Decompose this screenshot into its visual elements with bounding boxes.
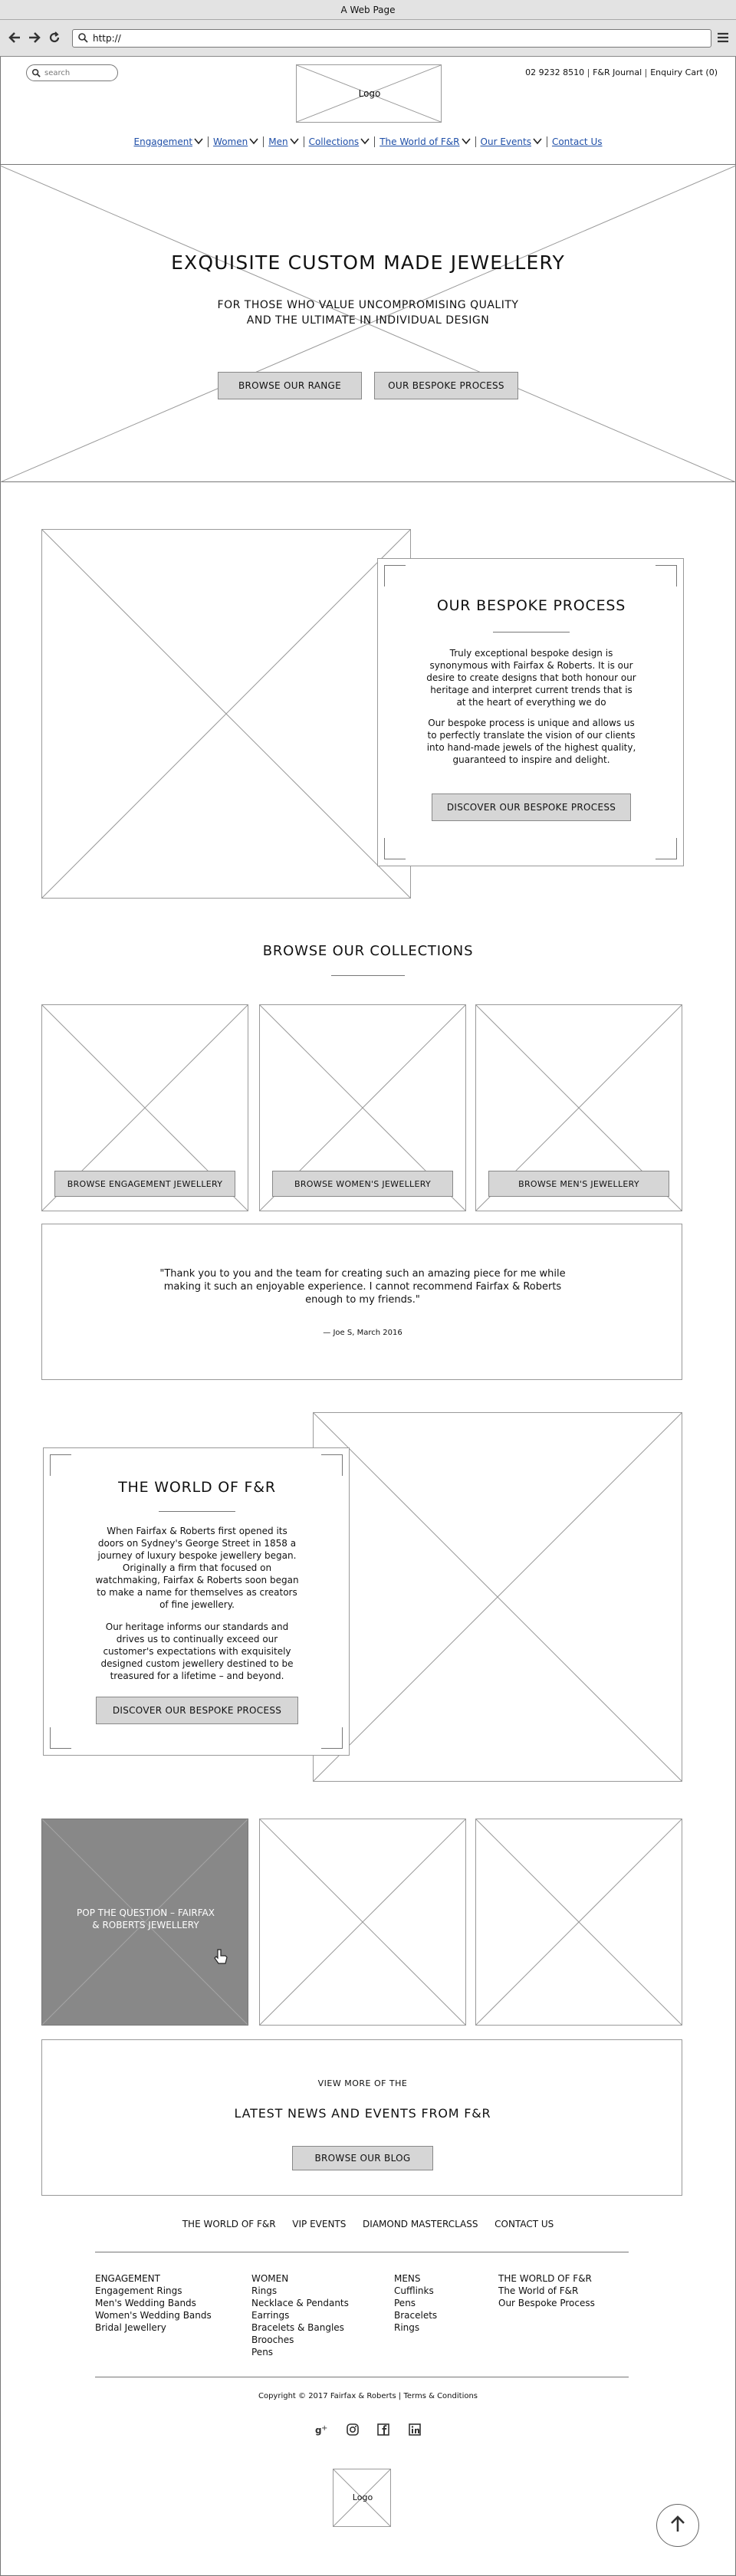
chevron-down-icon (533, 136, 542, 147)
world-title-rule (159, 1511, 235, 1512)
testimonial-author: — Joe S, March 2016 (323, 1329, 402, 1337)
bespoke-paragraph-2: Our bespoke process is unique and allows us to perfectly translate the vision of our clients into hand-made jewels of the highest quality, guaranteed to inspire and delight. (426, 718, 636, 765)
footer-link[interactable]: Rings (394, 2322, 420, 2333)
footer-link-masterclass[interactable]: DIAMOND MASTERCLASS (363, 2219, 478, 2229)
hero-banner (0, 166, 736, 482)
google-plus-icon[interactable] (314, 2423, 328, 2438)
footer-link-world[interactable]: THE WORLD OF F&R (182, 2219, 276, 2229)
footer-heading: ENGAGEMENT (95, 2273, 160, 2284)
search-icon (31, 66, 41, 80)
svg-text:+: + (321, 2424, 328, 2433)
menu-icon[interactable] (716, 31, 730, 48)
footer-link[interactable]: Rings (251, 2285, 278, 2296)
hero-subtitle-line2: AND THE ULTIMATE IN INDIVIDUAL DESIGN (246, 314, 490, 327)
blog-box (41, 2039, 682, 2196)
collections-title-rule (331, 975, 405, 976)
address-bar-url: http:// (93, 33, 121, 44)
footer-link[interactable]: Brooches (251, 2334, 294, 2345)
collections-title: BROWSE OUR COLLECTIONS (262, 943, 474, 959)
forward-arrow-icon[interactable] (28, 31, 41, 48)
footer-column-engagement (95, 2272, 241, 2334)
facebook-icon[interactable] (376, 2423, 390, 2438)
nav-men[interactable]: Men (268, 136, 298, 147)
nav-contact-us[interactable]: Contact Us (551, 136, 603, 147)
browser-toolbar (0, 20, 736, 57)
footer-link[interactable]: Men's Wedding Bands (95, 2298, 196, 2308)
footer-heading: WOMEN (251, 2273, 289, 2284)
search-placeholder: search (44, 68, 71, 77)
footer-column-women (251, 2272, 382, 2358)
header-logo[interactable] (296, 64, 442, 123)
search-icon (77, 31, 88, 46)
footer-column-world (498, 2272, 629, 2309)
chevron-down-icon (290, 136, 299, 147)
nav-world-of-fr[interactable]: The World of F&R (380, 136, 470, 147)
footer-link[interactable]: Earrings (251, 2310, 290, 2321)
browse-women-button[interactable]: BROWSE WOMEN'S JEWELLERY (272, 1171, 453, 1197)
nav-our-events[interactable]: Our Events (481, 136, 542, 147)
arrow-up-icon (669, 2515, 686, 2536)
footer-link[interactable]: Bracelets (394, 2310, 438, 2321)
nav-women[interactable]: Women (213, 136, 258, 147)
testimonial-box (41, 1224, 682, 1380)
gallery-tile-2[interactable] (259, 1819, 466, 2026)
browse-men-button[interactable]: BROWSE MEN'S JEWELLERY (488, 1171, 669, 1197)
nav-collections[interactable]: Collections (309, 136, 370, 147)
bespoke-image-placeholder (41, 529, 411, 899)
hero-title: EXQUISITE CUSTOM MADE JEWELLERY (171, 251, 565, 274)
chevron-down-icon (462, 136, 471, 147)
gallery-tile-3[interactable] (475, 1819, 682, 2026)
browser-title: A Web Page (340, 4, 396, 15)
blog-title: LATEST NEWS AND EVENTS FROM F&R (234, 2106, 491, 2121)
discover-bespoke-button[interactable]: DISCOVER OUR BESPOKE PROCESS (432, 794, 631, 821)
footer-link[interactable]: Bridal Jewellery (95, 2322, 166, 2333)
footer-link[interactable]: Engagement Rings (95, 2285, 182, 2296)
world-paragraph-2: Our heritage informs our standards and drives us to continually exceed our customer's expectations with exquisitely designed custom jewellery destined to be treasured for a lifetime – and beyond. (100, 1622, 294, 1681)
hero-subtitle-line1: FOR THOSE WHO VALUE UNCOMPROMISING QUALITY (217, 299, 519, 311)
footer-link[interactable]: Pens (394, 2298, 416, 2308)
back-to-top-button[interactable] (656, 2504, 699, 2547)
footer-link[interactable]: The World of F&R (498, 2285, 579, 2296)
footer-copyright: Copyright © 2017 Fairfax & Roberts | Terms & Conditions (258, 2392, 478, 2400)
svg-text:g: g (315, 2425, 322, 2436)
logo-label: Logo (358, 88, 381, 99)
testimonial-quote: "Thank you to you and the team for creating such an amazing piece for me while making it such an enjoyable experience. I cannot recommend Fairfax & Roberts enough to my friends." (159, 1268, 566, 1306)
browse-blog-button[interactable]: BROWSE OUR BLOG (292, 2146, 433, 2170)
enquiry-cart-link[interactable]: Enquiry Cart (0) (650, 67, 718, 77)
nav-engagement[interactable]: Engagement (134, 136, 204, 147)
site-search[interactable] (26, 64, 118, 81)
header-divider (0, 164, 736, 165)
back-arrow-icon[interactable] (8, 31, 21, 48)
social-icons (314, 2423, 422, 2438)
header-utility-links (524, 67, 718, 77)
footer-link-vip-events[interactable]: VIP EVENTS (292, 2219, 347, 2229)
footer-link[interactable]: Bracelets & Bangles (251, 2322, 344, 2333)
footer-logo-label: Logo (352, 2492, 373, 2502)
world-title: THE WORLD OF F&R (118, 1479, 276, 1496)
footer-logo[interactable] (333, 2469, 391, 2527)
browse-engagement-button[interactable]: BROWSE ENGAGEMENT JEWELLERY (54, 1171, 235, 1197)
phone-number[interactable]: 02 9232 8510 (525, 67, 585, 77)
footer-link[interactable]: Women's Wedding Bands (95, 2310, 212, 2321)
linkedin-icon[interactable] (408, 2423, 422, 2438)
footer-link[interactable]: Pens (251, 2347, 274, 2358)
browser-titlebar (0, 0, 736, 20)
reload-icon[interactable] (48, 31, 61, 48)
footer-top-links (0, 2219, 736, 2229)
address-bar[interactable] (72, 29, 711, 48)
world-paragraph-1: When Fairfax & Roberts first opened its doors on Sydney's George Street in 1858 a journey of luxury bespoke jewellery began. Originally a firm that focused on watchmaking, Fairfax & Roberts soon began to make a name for themselves as creators of fine jewellery. (95, 1526, 299, 1610)
collection-card-women[interactable] (259, 1004, 466, 1211)
collection-card-men[interactable] (475, 1004, 682, 1211)
gallery-tile-featured[interactable] (41, 1819, 248, 2026)
footer-heading: MENS (394, 2273, 421, 2284)
chevron-down-icon (194, 136, 203, 147)
bespoke-paragraph-1: Truly exceptional bespoke design is synonymous with Fairfax & Roberts. It is our desire to create designs that both honour our heritage and interpret current trends that is at the heart of everything we do (426, 648, 636, 708)
bespoke-title: OUR BESPOKE PROCESS (436, 597, 626, 614)
footer-link[interactable]: Our Bespoke Process (498, 2298, 595, 2308)
chevron-down-icon (360, 136, 370, 147)
hand-cursor-icon (214, 1948, 228, 1968)
browse-range-button[interactable]: BROWSE OUR RANGE (218, 372, 362, 399)
collection-card-engagement[interactable] (41, 1004, 248, 1211)
main-nav (0, 133, 736, 148)
chevron-down-icon (249, 136, 258, 147)
bespoke-process-button[interactable]: OUR BESPOKE PROCESS (374, 372, 518, 399)
world-image-placeholder (313, 1412, 682, 1782)
footer-link[interactable]: Necklace & Pendants (251, 2298, 349, 2308)
world-panel (43, 1447, 350, 1756)
instagram-icon[interactable] (346, 2423, 360, 2438)
blog-kicker: VIEW MORE OF THE (317, 2078, 408, 2088)
gallery-overlay-text: POP THE QUESTION – FAIRFAX & ROBERTS JEWELLERY (77, 1907, 215, 1930)
footer-column-mens (394, 2272, 486, 2334)
journal-link[interactable]: F&R Journal (593, 67, 642, 77)
footer-link-contact[interactable]: CONTACT US (495, 2219, 554, 2229)
world-discover-button[interactable]: DISCOVER OUR BESPOKE PROCESS (96, 1697, 298, 1724)
bespoke-panel (377, 558, 684, 866)
footer-link[interactable]: Cufflinks (394, 2285, 434, 2296)
footer-heading: THE WORLD OF F&R (498, 2273, 592, 2284)
